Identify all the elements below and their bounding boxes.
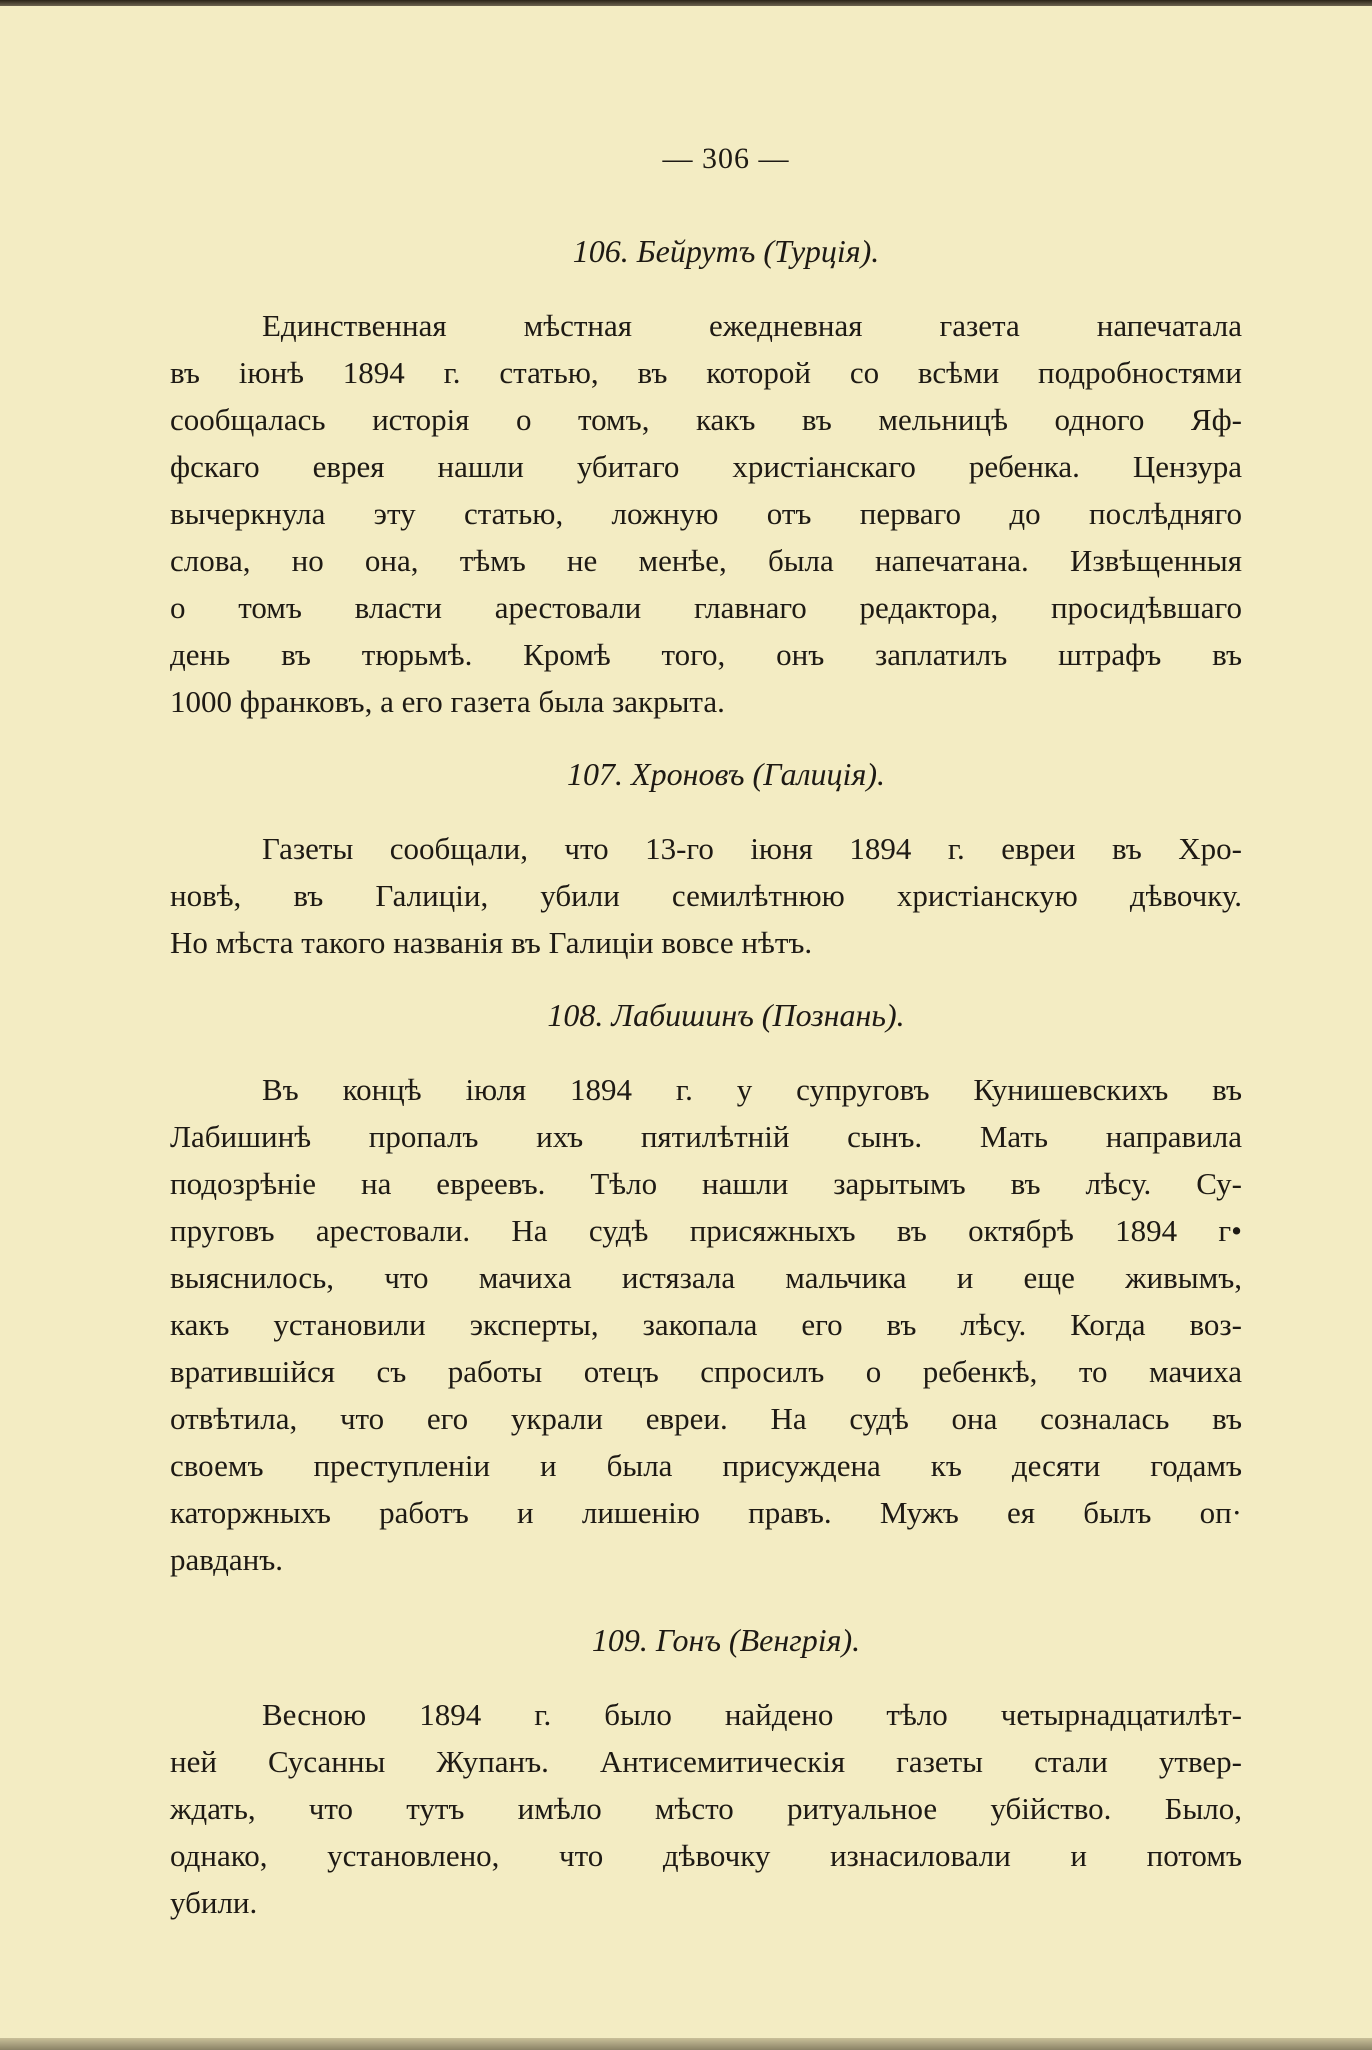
text-line: своемъ преступленіи и была присуждена къ десяти годамъ [170, 1448, 1242, 1483]
entry-heading: 108. Лабишинъ (Познань). [547, 997, 905, 1033]
text-line: день въ тюрьмѣ. Кромѣ того, онъ заплатилъ штрафъ въ [170, 637, 1242, 672]
page-number: — 306 — [662, 142, 790, 175]
text-line: убили. [170, 1885, 258, 1920]
text-line: ждать, что тутъ имѣло мѣсто ритуальное убійство. Было, [170, 1791, 1242, 1826]
entry-108 [170, 994, 1242, 1583]
text-line: пруговъ арестовали. На судѣ присяжныхъ въ октябрѣ 1894 г• [170, 1213, 1242, 1248]
text-line: Но мѣста такого названія въ Галиціи вовсе нѣтъ. [170, 925, 813, 960]
text-line: вычеркнула эту статью, ложную отъ перваго до послѣдняго [170, 496, 1242, 531]
text-line: какъ установили эксперты, закопала его въ лѣсу. Когда воз- [170, 1307, 1242, 1342]
text-line: новѣ, въ Галиціи, убили семилѣтнюю христіанскую дѣвочку. [170, 878, 1242, 913]
entry-106 [170, 230, 1242, 725]
entry-paragraph [170, 302, 1242, 725]
text-line: каторжныхъ работъ и лишенію правъ. Мужъ ея былъ оп· [170, 1495, 1242, 1530]
entry-paragraph [170, 1691, 1242, 1926]
page-bottom-edge [0, 2038, 1372, 2050]
text-line: 1000 франковъ, а его газета была закрыта. [170, 684, 725, 719]
text-line: фскаго еврея нашли убитаго христіанскаго ребенка. Цензура [170, 449, 1242, 484]
text-line: равданъ. [170, 1542, 284, 1577]
entry-heading: 109. Гонъ (Венгрія). [591, 1622, 861, 1658]
entry-heading: 106. Бейрутъ (Турція). [572, 233, 880, 269]
text-line: отвѣтила, что его украли евреи. На судѣ она созналась въ [170, 1401, 1242, 1436]
text-line: о томъ власти арестовали главнаго редактора, просидѣвшаго [170, 590, 1242, 625]
text-line: слова, но она, тѣмъ не менѣе, была напечатана. Извѣщенныя [170, 543, 1242, 578]
text-line: сообщалась исторія о томъ, какъ въ мельницѣ одного Яф- [170, 402, 1242, 437]
text-line: Единственная мѣстная ежедневная газета напечатала [262, 308, 1242, 343]
entry-heading: 107. Хроновъ (Галиція). [567, 756, 885, 792]
entry-109 [170, 1619, 1242, 1926]
page-top-edge [0, 0, 1372, 6]
text-line: подозрѣніе на евреевъ. Тѣло нашли зарытымъ въ лѣсу. Су- [170, 1166, 1242, 1201]
text-line: Весною 1894 г. было найдено тѣло четырнадцатилѣт- [262, 1697, 1242, 1732]
book-page [170, 138, 1242, 1926]
text-line: въ іюнѣ 1894 г. статью, въ которой со всѣми подробностями [170, 355, 1242, 390]
text-line: выяснилось, что мачиха истязала мальчика и еще живымъ, [170, 1260, 1242, 1295]
text-line: вратившійся съ работы отецъ спросилъ о ребенкѣ, то мачиха [170, 1354, 1242, 1389]
entry-107 [170, 753, 1242, 966]
text-line: Газеты сообщали, что 13-го іюня 1894 г. евреи въ Хро- [262, 831, 1242, 866]
entry-paragraph [170, 825, 1242, 966]
text-line: Въ концѣ іюля 1894 г. у супруговъ Кунишевскихъ въ [262, 1072, 1242, 1107]
text-line: ней Сусанны Жупанъ. Антисемитическія газеты стали утвер- [170, 1744, 1242, 1779]
text-line: Лабишинѣ пропалъ ихъ пятилѣтній сынъ. Мать направила [170, 1119, 1242, 1154]
entry-paragraph [170, 1066, 1242, 1583]
text-line: однако, установлено, что дѣвочку изнасиловали и потомъ [170, 1838, 1242, 1873]
